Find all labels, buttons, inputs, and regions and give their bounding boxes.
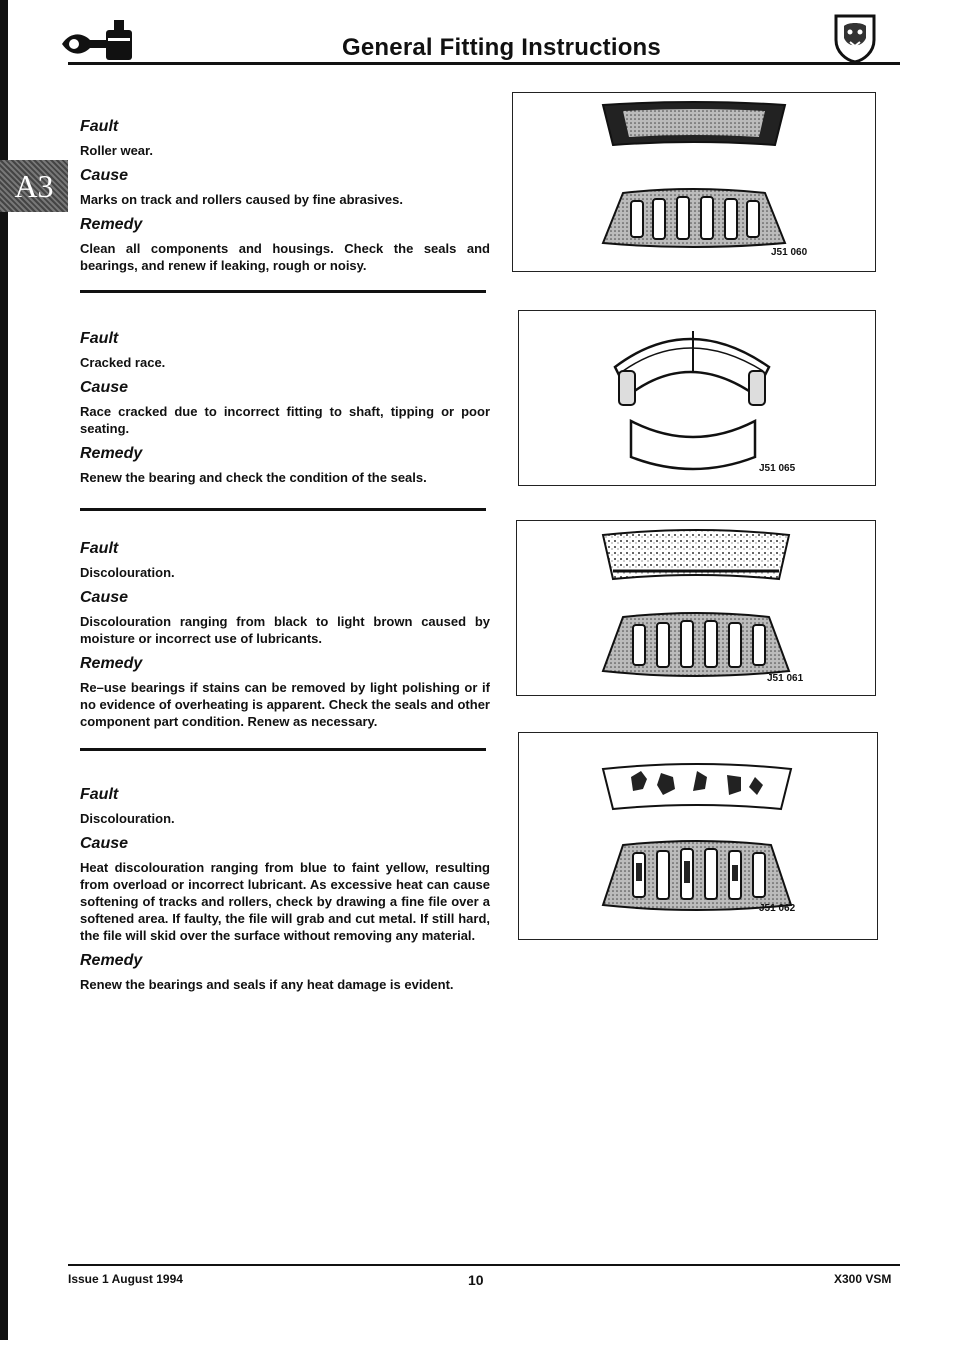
cause-heading: Cause: [80, 167, 129, 184]
cause-text: Marks on track and rollers caused by fine abrasives.: [80, 192, 403, 207]
fault-heading: Fault: [80, 330, 119, 347]
wrench-logo-icon: [60, 18, 140, 64]
bearing-illustration: [517, 521, 875, 695]
remedy-heading: Remedy: [80, 952, 143, 969]
section-divider: [80, 748, 486, 751]
bearing-figure-discolouration: [516, 520, 876, 696]
footer-rule: [68, 1264, 900, 1266]
remedy-text: Clean all components and housings. Check the seals and bearings, and renew if leaking, rough or noisy.: [80, 241, 490, 273]
fault-text: Discolouration.: [80, 811, 175, 826]
figure-label: J51 060: [771, 247, 808, 258]
section-divider: [80, 508, 486, 511]
fault-text: Roller wear.: [80, 143, 153, 158]
jaguar-emblem-icon: [832, 12, 878, 64]
bearing-figure-roller-wear: [512, 92, 876, 272]
fault-section-2: [80, 330, 490, 494]
remedy-heading: Remedy: [80, 655, 143, 672]
header-rule: [68, 62, 900, 65]
section-divider: [80, 290, 486, 293]
bearing-illustration: [513, 93, 875, 271]
figure-label: J51 065: [759, 463, 796, 474]
bearing-figure-cracked-race: [518, 310, 876, 486]
remedy-text: Renew the bearings and seals if any heat damage is evident.: [80, 977, 454, 992]
page-title: General Fitting Instructions: [342, 34, 661, 61]
bearing-figure-heat-discolouration: [518, 732, 878, 940]
figure-label: J51 062: [759, 903, 796, 914]
cause-text: Discolouration ranging from black to light brown caused by moisture or incorrect use of lubricants.: [80, 614, 490, 646]
fault-text: Cracked race.: [80, 355, 166, 370]
footer-doc-code: X300 VSM: [834, 1272, 892, 1286]
fault-heading: Fault: [80, 786, 119, 803]
cause-text: Race cracked due to incorrect fitting to shaft, tipping or poor seating.: [80, 404, 490, 436]
cause-heading: Cause: [80, 379, 129, 396]
figure-label: J51 061: [767, 673, 804, 684]
cause-heading: Cause: [80, 589, 129, 606]
section-tab: A3: [0, 160, 68, 212]
remedy-text: Renew the bearing and check the condition of the seals.: [80, 470, 427, 485]
bearing-illustration: [519, 311, 875, 485]
fault-section-1: [80, 118, 490, 282]
fault-section-4: [80, 786, 490, 1001]
fault-heading: Fault: [80, 118, 119, 135]
fault-heading: Fault: [80, 540, 119, 557]
page-header: [60, 12, 900, 62]
remedy-heading: Remedy: [80, 216, 143, 233]
remedy-heading: Remedy: [80, 445, 143, 462]
fault-section-3: [80, 540, 490, 738]
cause-heading: Cause: [80, 835, 129, 852]
fault-text: Discolouration.: [80, 565, 175, 580]
remedy-text: Re–use bearings if stains can be removed by light polishing or if no evidence of overheating is apparent. Check the seals and other component part condition. Renew as necessary.: [80, 680, 490, 729]
footer-issue: Issue 1 August 1994: [68, 1272, 183, 1286]
cause-text: Heat discolouration ranging from blue to faint yellow, resulting from overload or incorrect lubricant. As excessive heat can cause softening of tracks and rollers, check by drawing a fine file over a softened area. If faulty, the file will grab and cut metal. If still hard, the file will skid over the surface without removing any material.: [80, 860, 490, 943]
page-number: 10: [468, 1272, 484, 1288]
bearing-illustration: [519, 733, 877, 939]
